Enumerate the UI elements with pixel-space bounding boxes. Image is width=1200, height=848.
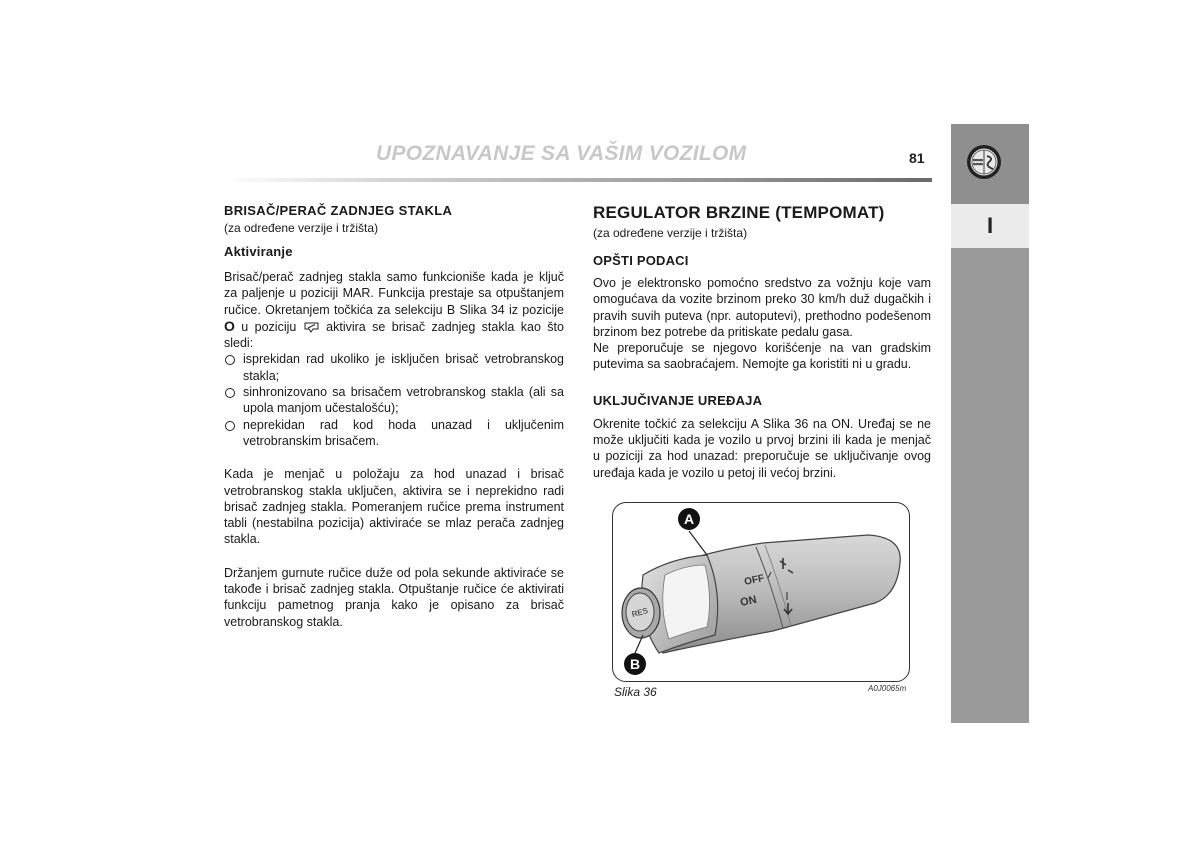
left-column — [224, 202, 564, 630]
logo-box — [951, 124, 1029, 204]
figure-caption: Slika 36 — [614, 685, 657, 699]
res-button-label: RES — [630, 606, 649, 619]
section-label: I — [951, 204, 1029, 248]
cruise-control-note: (za određene verzije i tržišta) — [593, 226, 748, 240]
rear-wiper-heading: BRISAČ/PERAČ ZADNJEG STAKLA — [224, 203, 453, 218]
bullet-circle-icon — [225, 388, 235, 398]
off-position-label: OFF — [743, 573, 766, 588]
list-item: sinhronizovano sa brisačem vetrobranskog stakla (ali sa upola manjom učestalošću); — [224, 384, 564, 417]
alfa-romeo-emblem-icon — [966, 144, 1002, 180]
activation-text-part1: Brisač/perač zadnjeg stakla samo funkcioniše kada je ključ za paljenje u poziciji MAR. Funkcija prestaje sa otpuštanjem ručice. Okretanjem točkića za selekciju B Slika 34 iz pozicije — [224, 270, 564, 317]
activation-text-part2: u poziciju — [241, 319, 297, 334]
bullet-circle-icon — [225, 355, 235, 365]
figure-code: A0J0065m — [868, 684, 907, 693]
general-info-paragraph-1: Ovo je elektronsko pomoćno sredstvo za vožnju koje vam omogućava da vozite brzinom preko 30 km/h duž dugačkih i pravih suvih puteva (npr. autoputevi), prethodno podešenom brzinom bez potrebe da pritiskate pedalu gasa. — [593, 276, 931, 339]
header-rule — [222, 178, 932, 182]
page-number: 81 — [909, 150, 925, 166]
position-o-symbol: O — [224, 317, 235, 334]
hold-lever-paragraph: Držanjem gurnute ručice duže od pola sekunde aktiviraće se takođe i brisač zadnjeg stakla. Otpuštanje ručice će aktivirati funkciju pametnog pranja kako je opisano za brisač vetrobranskog stakla. — [224, 565, 564, 629]
enable-device-paragraph: Okrenite točkić za selekciju A Slika 36 na ON. Uređaj se ne može uključiti kada je vozilo u prvoj brzini ili kada je menjač u poziciji za hod unazad: preporučuje se uključivanje ovog uređaja kada je vozilo u petoj ili većoj brzini. — [593, 416, 931, 480]
activation-paragraph — [224, 269, 564, 351]
callout-label-a: A — [683, 511, 695, 527]
cruise-control-heading: REGULATOR BRZINE (TEMPOMAT) — [593, 203, 885, 222]
enable-device-heading: UKLJUČIVANJE UREĐAJA — [593, 392, 763, 408]
rear-wiper-note: (za određene verzije i tržišta) — [224, 221, 379, 235]
list-item: neprekidan rad kod hoda unazad i uključenim vetrobranskim brisačem. — [224, 417, 564, 450]
wiper-mode-list — [224, 351, 564, 449]
general-info-paragraph-2: Ne preporučuje se njegovo korišćenje na van gradskim putevima sa saobraćajem. Nemojte ga koristiti ni u gradu. — [593, 341, 931, 372]
page-header-title: UPOZNAVANJE SA VAŠIM VOZILOM — [376, 142, 747, 165]
list-item: isprekidan rad ukoliko je isključen brisač vetrobranskog stakla; — [224, 351, 564, 384]
activation-subheading: Aktiviranje — [224, 244, 293, 259]
stalk-illustration — [613, 503, 909, 681]
reverse-gear-paragraph: Kada je menjač u položaju za hod unazad i brisač vetrobranskog stakla uključen, aktivira se i neprekidno radi brisač zadnjeg stakla. Pomeranjem ručice prema instrument tabli (nestabilna pozicija) aktiviraće se mlaz perača zadnjeg stakla. — [224, 467, 564, 547]
right-column — [593, 202, 931, 481]
cruise-control-lever-figure — [612, 502, 910, 682]
on-position-label: ON — [739, 593, 758, 609]
callout-label-b: B — [629, 656, 641, 672]
general-info-heading: OPŠTI PODACI — [593, 253, 689, 268]
activation-text-part3: aktivira se brisač zadnjeg stakla kao što sledi: — [224, 319, 564, 351]
bullet-circle-icon — [225, 421, 235, 431]
rear-wiper-icon — [304, 321, 319, 333]
